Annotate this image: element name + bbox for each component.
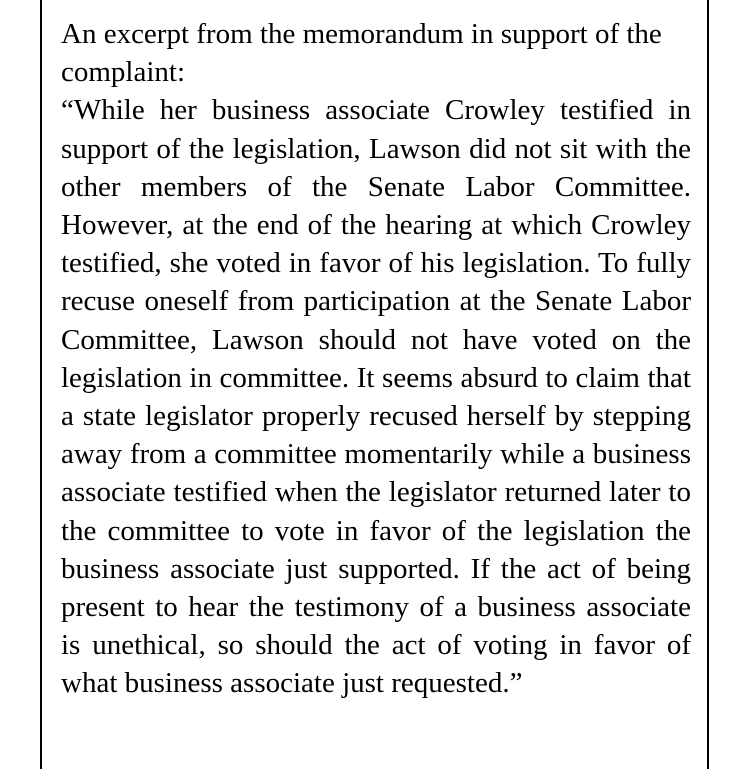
excerpt-quote: “While her business associate Crowley testified in support of the legislation, Lawson did not sit with the other members of the Senate Labor Committee. However, at the end of the hearing at which Crowley testified, she voted in favor of his legislation. To fully recuse oneself from participation at the Senate Labor Committee, Lawson should not have voted on the legislation in committee. It seems absurd to claim that a state legislator properly recused herself by stepping away from a committee momentarily while a business associate testified when the legislator returned later to the committee to vote in favor of the legislation the business associate just supported. If the act of being present to hear the testimony of a business associate is unethical, so should the act of voting in favor of what business associate just requested.”: [61, 94, 691, 700]
excerpt-intro: An excerpt from the memorandum in support of the complaint:: [61, 18, 662, 89]
memorandum-excerpt: [61, 15, 691, 703]
